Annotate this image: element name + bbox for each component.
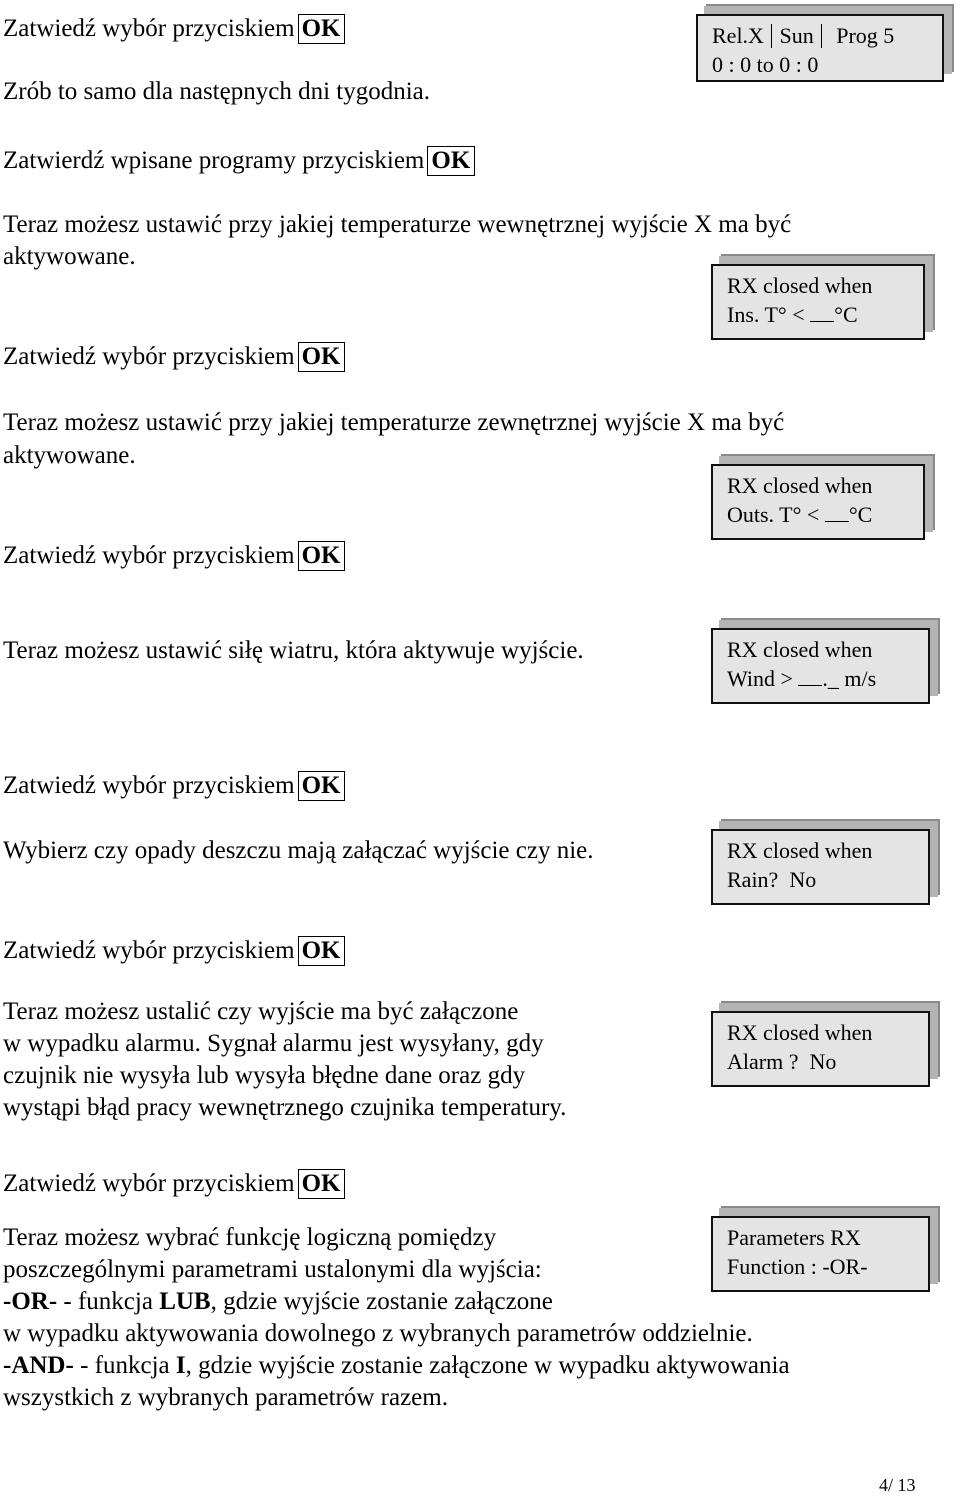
confirm-line: Zatwiedź wybór przyciskiem OK (3, 342, 345, 372)
lcd-inside-temp: RX closed when Ins. T° < °C (711, 264, 925, 340)
ok-button[interactable]: OK (298, 342, 346, 372)
lcd-outside-temp: RX closed when Outs. T° < °C (711, 464, 925, 540)
ok-button[interactable]: OK (298, 14, 346, 44)
ok-button[interactable]: OK (298, 541, 346, 571)
confirm-line: Zatwiedź wybór przyciskiem OK (3, 541, 345, 571)
confirm-programs-line: Zatwierdź wpisane programy przyciskiem OK (3, 146, 475, 176)
ok-button[interactable]: OK (298, 1169, 346, 1199)
lcd-wind: RX closed when Wind > ._ m/s (711, 628, 930, 704)
same-for-days-text: Zrób to samo dla następnych dni tygodnia. (3, 78, 431, 105)
ok-button[interactable]: OK (427, 146, 475, 176)
ok-button[interactable]: OK (298, 771, 346, 801)
outside-temp-text-line1: Teraz możesz ustawić przy jakiej temperaturze zewnętrznej wyjście X ma być (3, 409, 785, 436)
logic-function-text: Teraz możesz wybrać funkcję logiczną pomiędzy poszczególnymi parametrami ustalonymi dla wyjścia: -OR- - funkcja LUB, gdzie wyjście zostanie załączone w wypadku aktywowania dowolnego z wybranych parametrów oddzielnie. -AND- - funkcja I, gdzie wyjście zostanie załączone w wypadku aktywowania wszystkich z wybranych parametrów razem. (3, 1224, 790, 1411)
lcd-parameters: Parameters RX Function : -OR- (711, 1216, 930, 1292)
ok-button[interactable]: OK (298, 936, 346, 966)
page-number: 4/ 13 (879, 1475, 916, 1495)
outside-temp-text-line2: aktywowane. (3, 442, 136, 469)
confirm-line: Zatwiedź wybór przyciskiem OK (3, 1169, 345, 1199)
confirm-line: Zatwiedź wybór przyciskiem OK (3, 936, 345, 966)
lcd-rain: RX closed when Rain? No (711, 829, 930, 905)
lcd-program-display: Rel.X Sun Prog 5 0 : 0 to 0 : 0 (696, 14, 944, 82)
lcd-alarm: RX closed when Alarm ? No (711, 1011, 930, 1087)
inside-temp-text-line1: Teraz możesz ustawić przy jakiej temperaturze wewnętrznej wyjście X ma być (3, 211, 792, 238)
confirm-line: Zatwiedź wybór przyciskiem OK (3, 14, 345, 44)
inside-temp-text-line2: aktywowane. (3, 243, 136, 270)
rain-text: Wybierz czy opady deszczu mają załączać wyjście czy nie. (3, 837, 594, 864)
confirm-line: Zatwiedź wybór przyciskiem OK (3, 771, 345, 801)
alarm-text: Teraz możesz ustalić czy wyjście ma być załączone w wypadku alarmu. Sygnał alarmu jest wysyłany, gdy czujnik nie wysyła lub wysyła błędne dane oraz gdy wystąpi błąd pracy wewnętrznego czujnika temperatury. (3, 998, 567, 1121)
wind-text: Teraz możesz ustawić siłę wiatru, która aktywuje wyjście. (3, 637, 584, 664)
